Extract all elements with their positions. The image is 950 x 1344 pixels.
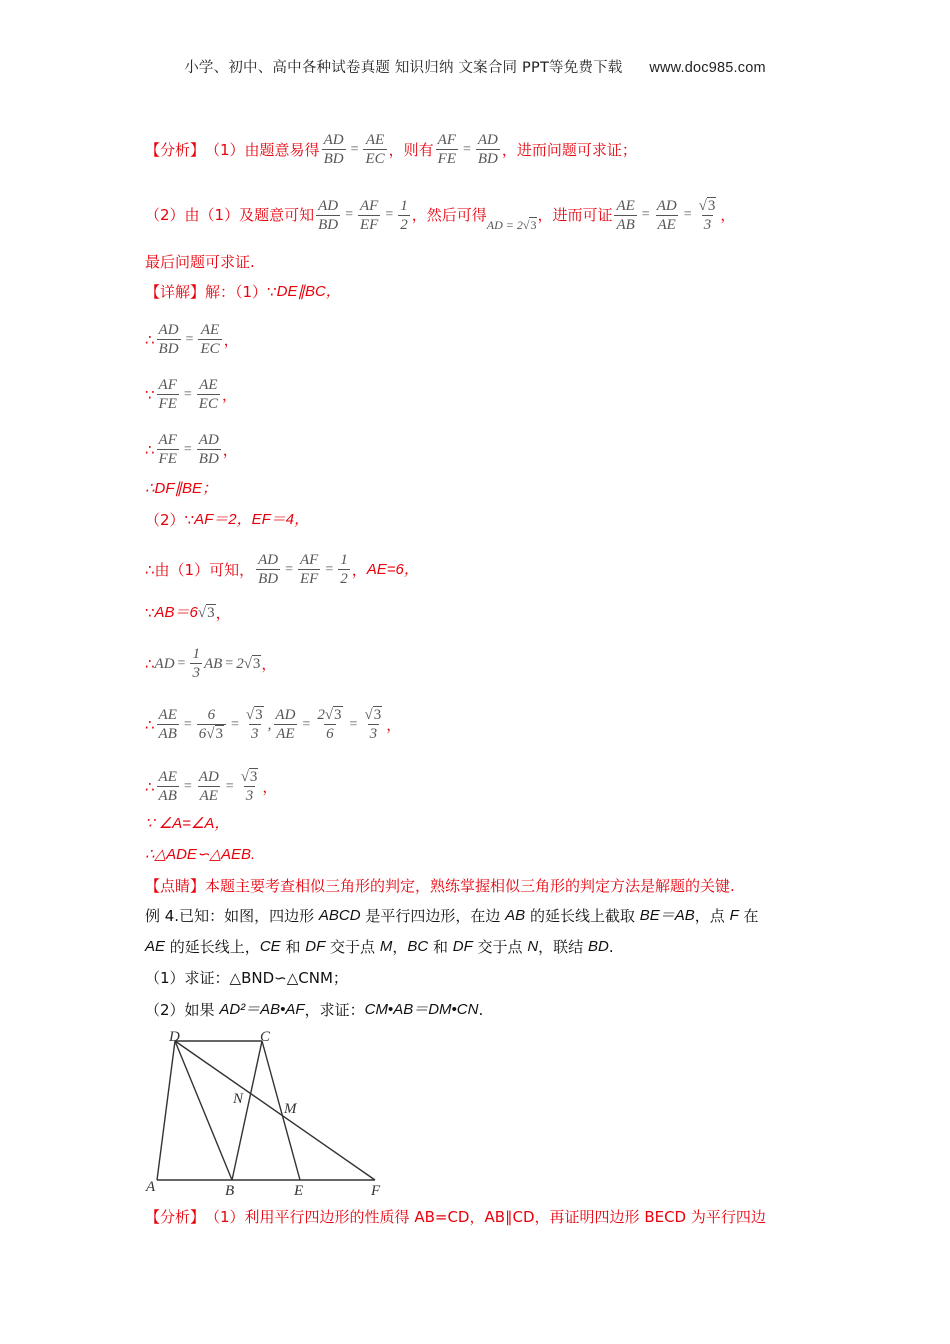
point-d: D bbox=[169, 1029, 180, 1045]
solution-step-3: ∴ $\frac{AF}{FE}$ = $\frac{AD}{BD}$ ， bbox=[145, 432, 238, 467]
analysis-line-2: （2）由（1）及题意可知 $\frac{AD}{BD}$ = $\frac{AF}{EF}$ = $\frac{1}{2}$ ，然后可得 AD = 2√3 ，进而可证 $\frac{AE}{AB}$ = $\frac{AD}{AE}$ = $\frac{√3}{3}$ ， bbox=[145, 195, 735, 235]
fraction: $\frac{AE}{AB}$ bbox=[616, 197, 635, 233]
header-url[interactable]: www.doc985.com bbox=[649, 60, 766, 76]
point-f: F bbox=[371, 1183, 381, 1199]
fraction: $\frac{AE}{EC}$ bbox=[365, 132, 385, 167]
solution-equal-ratio: ∴ $\frac{AE}{AB}$ = $\frac{AD}{AE}$ = $\frac{√3}{3}$ ， bbox=[145, 769, 278, 804]
edge-da bbox=[157, 1041, 175, 1180]
page-header bbox=[0, 56, 950, 77]
example-q1: （1）求证：△BND∽△CNM； bbox=[145, 969, 348, 987]
solution-ad: ∴ AD = $\frac{1}{3}$ AB = 2 √3 ， bbox=[145, 646, 277, 681]
fraction: $\frac{AD}{BD}$ bbox=[318, 197, 339, 233]
point-m: M bbox=[284, 1101, 297, 1117]
point-e: E bbox=[294, 1183, 304, 1199]
solution-from1: ∴由（1）可知， $\frac{AD}{BD}$ = $\frac{AF}{EF}$ = $\frac{1}{2}$ ， AE=6， bbox=[145, 552, 419, 587]
fraction: $\frac{AF}{EF}$ bbox=[360, 197, 379, 233]
solution-ab: ∵ AB＝6 √3 ， bbox=[145, 604, 231, 622]
analysis-2: 【分析】 （1）利用平行四边形的性质得 AB=CD，AB∥CD，再证明四边形 BECD 为平行四边 bbox=[145, 1208, 766, 1226]
solution-line-1: 【详解】 解：（1）∵ DE∥BC， bbox=[145, 283, 341, 301]
header-title: 小学、初中、高中各种试卷真题 知识归纳 文案合同 PPT等免费下载 bbox=[184, 60, 623, 76]
fraction: $\frac{AF}{FE}$ bbox=[437, 132, 456, 167]
solution-step-1: ∴ $\frac{AD}{BD}$ = $\frac{AE}{EC}$ ， bbox=[145, 322, 239, 357]
edge-db bbox=[175, 1041, 232, 1180]
analysis-line-1: 【分析】 （1）由题意易得 $\frac{AD}{BD}$ = $\frac{AE}{EC}$ ，则有 $\frac{AF}{FE}$ = $\frac{AD}{BD}$ ，进而问题可求证； bbox=[145, 132, 637, 167]
analysis-line-3: 最后问题可求证. bbox=[145, 253, 255, 271]
fraction: $\frac{AD}{BD}$ bbox=[477, 132, 498, 167]
fraction: $\frac{AD}{BD}$ bbox=[323, 132, 344, 167]
point-b: B bbox=[225, 1183, 235, 1199]
solution-conclusion: ∴△ADE∽△AEB. bbox=[145, 846, 256, 863]
example-q2: （2）如果 AD²＝AB•AF ，求证： CM•AB＝DM•CN . bbox=[145, 1001, 484, 1019]
point-n: N bbox=[233, 1091, 244, 1107]
example-line-2: AE 的延长线上， CE 和 DF 交于点 M ， BC 和 DF 交于点 N ，联结 BD . bbox=[145, 938, 614, 956]
solution-part2: （2）∵ AF＝2，EF＝4， bbox=[145, 511, 310, 529]
solution-step-2: ∵ $\frac{AF}{FE}$ = $\frac{AE}{EC}$ ， bbox=[145, 377, 237, 412]
fraction: $\frac{1}{2}$ bbox=[400, 197, 408, 233]
edge-df bbox=[175, 1041, 375, 1180]
solution-df-be: ∴DF∥BE； bbox=[145, 480, 218, 497]
point-a: A bbox=[146, 1179, 156, 1195]
fraction: $\frac{√3}{3}$ bbox=[698, 197, 716, 233]
ad-eq: AD = 2√3 bbox=[486, 218, 537, 232]
fraction: $\frac{AD}{AE}$ bbox=[656, 197, 677, 233]
comment: 【点睛】 本题主要考查相似三角形的判定，熟练掌握相似三角形的判定方法是解题的关键. bbox=[145, 877, 735, 895]
example-line-1: 例 4.已知：如图，四边形 ABCD 是平行四边形，在边 AB 的延长线上截取 BE＝AB ，点 F 在 bbox=[145, 907, 759, 925]
point-c: C bbox=[260, 1029, 271, 1045]
solution-ratios: ∴ $\frac{AE}{AB}$ = $\frac{6}{6√3}$ = $\frac{√3}{3}$ , $\frac{AD}{AE}$ = $\frac{2√3}{6}$ = $\frac{√3}{3}$ ， bbox=[145, 707, 402, 742]
geometry-figure bbox=[140, 1025, 400, 1205]
edge-cb bbox=[232, 1041, 262, 1180]
solution-angle: ∵ ∠A=∠A， bbox=[145, 815, 230, 832]
